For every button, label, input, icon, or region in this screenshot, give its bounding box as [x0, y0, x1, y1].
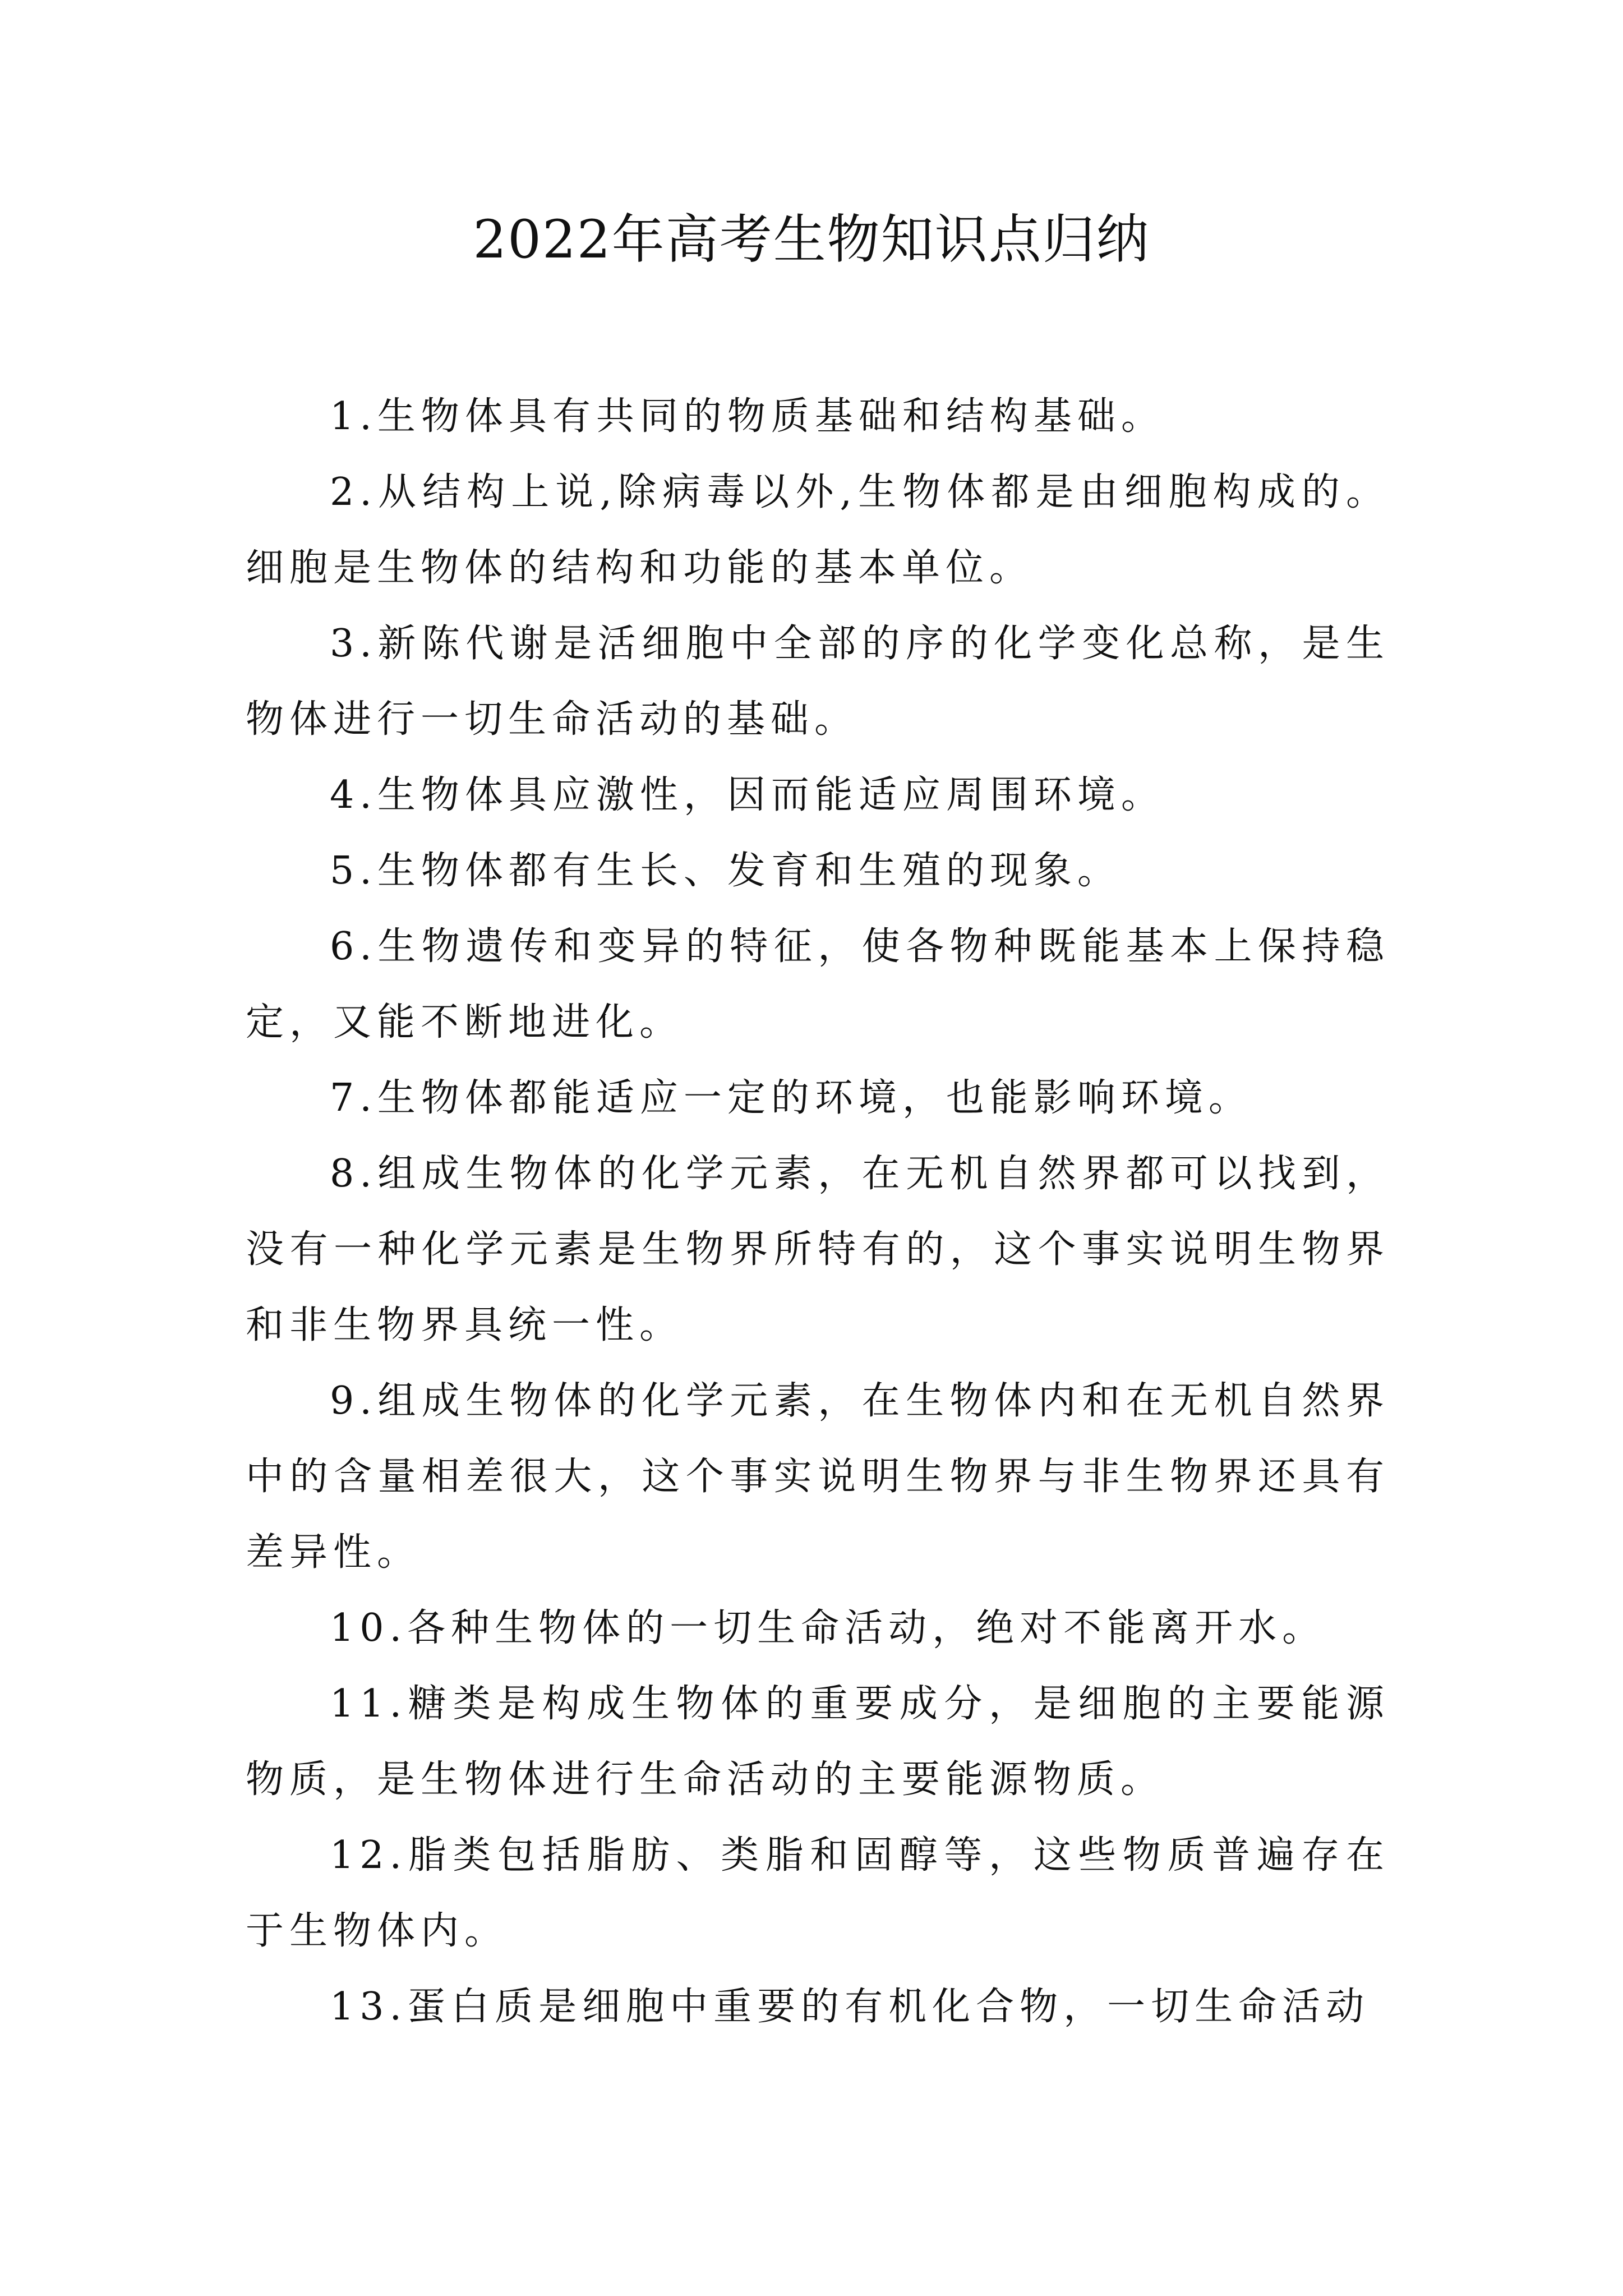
paragraph-13: 13.蛋白质是细胞中重要的有机化合物，一切生命活动: [330, 1985, 1370, 2029]
paragraph-2: 2.从结构上说,除病毒以外,生物体都是由细胞构成的。细胞是生物体的结构和功能的基本单位。: [246, 470, 1390, 590]
paragraph-5: 5.生物体都有生长、发育和生殖的现象。: [330, 849, 1121, 893]
paragraph-4: 4.生物体具应激性，因而能适应周围环境。: [330, 773, 1165, 817]
paragraph-3: 3.新陈代谢是活细胞中全部的序的化学变化总称，是生物体进行一切生命活动的基础。: [246, 622, 1390, 742]
paragraph-9: 9.组成生物体的化学元素，在生物体内和在无机自然界中的含量相差很大，这个事实说明生物界与非生物界还具有差异性。: [246, 1379, 1390, 1575]
paragraph-7: 7.生物体都能适应一定的环境，也能影响环境。: [330, 1076, 1252, 1120]
paragraph-8: 8.组成生物体的化学元素，在无机自然界都可以找到，没有一种化学元素是生物界所特有的，这个事实说明生物界和非生物界具统一性。: [246, 1152, 1390, 1347]
paragraph-1: 1.生物体具有共同的物质基础和结构基础。: [330, 394, 1165, 439]
paragraph-12: 12.脂类包括脂肪、类脂和固醇等，这些物质普遍存在于生物体内。: [246, 1833, 1390, 1953]
paragraph-10: 10.各种生物体的一切生命活动，绝对不能离开水。: [330, 1606, 1326, 1650]
paragraph-11: 11.糖类是构成生物体的重要成分，是细胞的主要能源物质，是生物体进行生命活动的主要能源物质。: [246, 1682, 1390, 1802]
document-body: [246, 379, 1390, 2045]
document-title: 2022年高考生物知识点归纳: [473, 209, 1150, 270]
paragraph-6: 6.生物遗传和变异的特征，使各物种既能基本上保持稳定，又能不断地进化。: [246, 924, 1390, 1045]
